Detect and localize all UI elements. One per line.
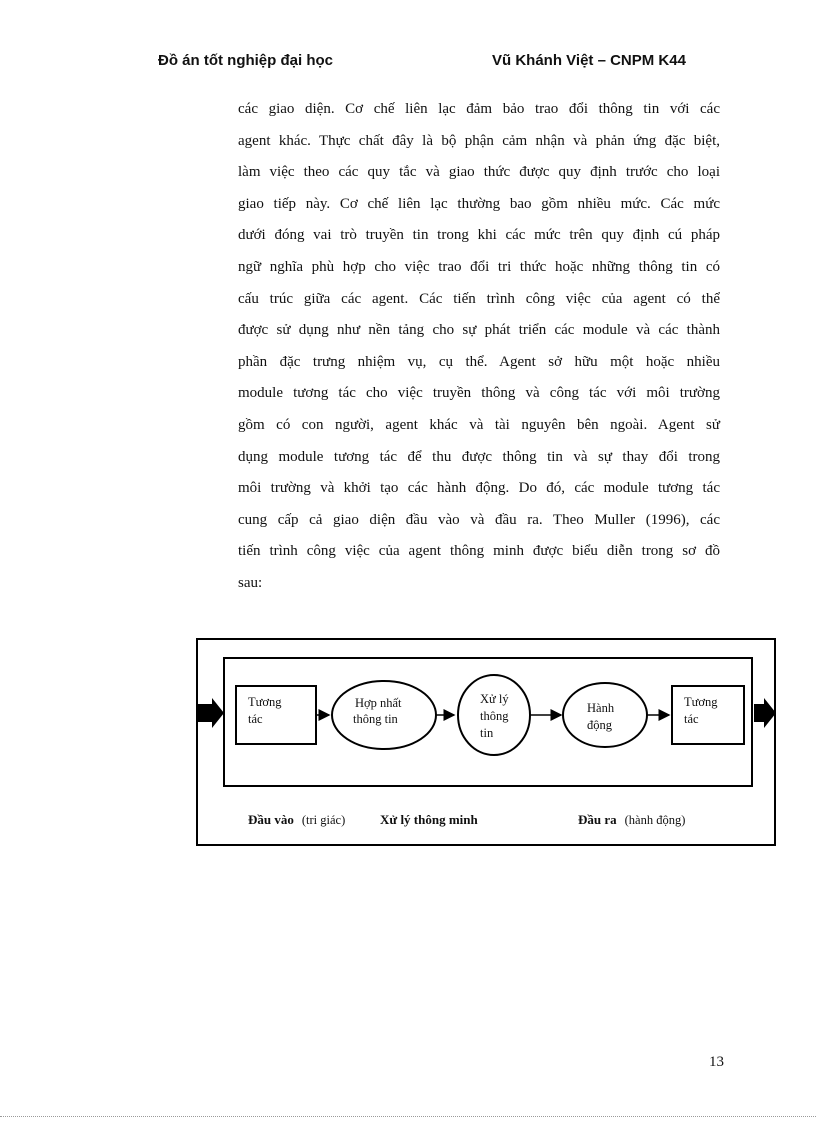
node-input-label-1: Tương xyxy=(248,695,282,709)
page-header xyxy=(158,52,700,74)
node-action xyxy=(563,683,647,747)
node-merge-label-2: thông tin xyxy=(353,712,398,726)
body-line: được sử dụng như nền tảng cho sự phát triển các module và các thành xyxy=(238,322,720,339)
body-line: tiến trình công việc của agent thông minh được biểu diễn trong sơ đồ xyxy=(238,543,720,560)
node-output-label-1: Tương xyxy=(684,695,718,709)
input-arrow-icon xyxy=(198,698,224,728)
body-line: dưới đóng vai trò truyền tin trong khi các mức trên quy định cú pháp xyxy=(238,227,720,244)
body-line: giao tiếp này. Cơ chế liên lạc thường bao gồm nhiều mức. Các mức xyxy=(238,195,720,212)
body-paragraph xyxy=(238,94,720,600)
node-process-label-3: tin xyxy=(480,726,494,740)
body-line: gồm có con người, agent khác và tài nguyên bên ngoài. Agent sử xyxy=(238,416,720,433)
node-process-label-2: thông xyxy=(480,709,509,723)
node-action-label-1: Hành xyxy=(587,701,615,715)
caption-intelligent-processing: Xử lý thông minh xyxy=(380,812,478,827)
body-line: ngữ nghĩa phù hợp cho việc trao đổi tri thức hoặc những thông tin có xyxy=(238,258,720,275)
node-process-label-1: Xử lý xyxy=(480,692,509,706)
body-line: sau: xyxy=(238,574,263,591)
page-bottom-border xyxy=(0,1116,816,1117)
diagram-canvas xyxy=(198,640,778,848)
agent-process-diagram xyxy=(196,638,776,846)
page-number: 13 xyxy=(709,1054,724,1070)
caption-output xyxy=(578,811,685,828)
body-line: module tương tác cho việc truyền thông và công tác với môi trường xyxy=(238,385,720,402)
node-merge-label-1: Hợp nhất xyxy=(355,696,402,710)
output-arrow-icon xyxy=(754,698,776,728)
caption-output-rest: (hành động) xyxy=(624,813,686,827)
body-line: cung cấp cả giao diện đầu vào và đầu ra. Theo Muller (1996), các xyxy=(238,511,720,528)
caption-input xyxy=(248,811,345,828)
body-line: agent khác. Thực chất đây là bộ phận cảm nhận và phản ứng đặc biệt, xyxy=(238,132,720,149)
header-author: Vũ Khánh Việt – CNPM K44 xyxy=(492,52,686,69)
node-output-label-2: tác xyxy=(684,712,699,726)
body-line: dụng module tương tác để thu được thông tin và sự thay đổi trong xyxy=(238,448,720,465)
body-line: cấu trúc giữa các agent. Các tiến trình công việc của agent có thể xyxy=(238,290,720,307)
node-input-label-2: tác xyxy=(248,712,263,726)
caption-input-rest: (tri giác) xyxy=(301,813,346,827)
body-line: môi trường và khởi tạo các hành động. Do đó, các module tương tác xyxy=(238,480,720,497)
header-thesis-title: Đồ án tốt nghiệp đại học xyxy=(158,52,333,69)
body-line: làm việc theo các quy tắc và giao thức được quy định trước cho loại xyxy=(238,164,720,181)
caption-output-bold: Đầu ra xyxy=(578,812,617,827)
body-line: các giao diện. Cơ chế liên lạc đảm bảo trao đổi thông tin với các xyxy=(238,101,720,117)
body-line: phần đặc trưng nhiệm vụ, cụ thể. Agent sở hữu một hoặc nhiều xyxy=(238,353,720,370)
caption-input-bold: Đầu vào xyxy=(248,812,294,827)
node-action-label-2: động xyxy=(587,718,612,732)
